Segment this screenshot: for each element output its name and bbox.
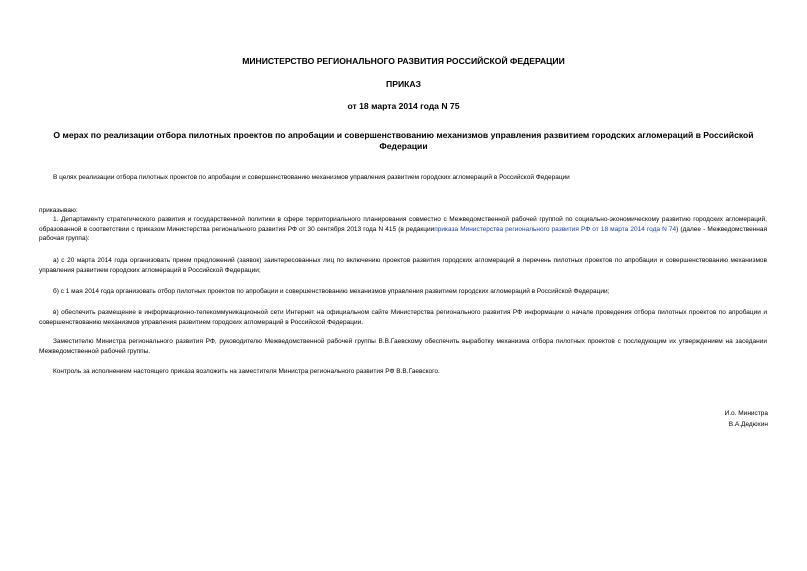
preamble-paragraph: В целях реализации отбора пилотных проектов по апробации и совершенствованию механизмов управления развитием городских агломераций в Российской Федерации (53, 174, 570, 181)
signature-position: И.о. Министра (724, 410, 768, 417)
signature-name: В.А.Дедюхин (728, 421, 768, 428)
order-verb: приказываю: (39, 207, 78, 214)
ministry-heading: МИНИСТЕРСТВО РЕГИОНАЛЬНОГО РАЗВИТИЯ РОССИЙСКОЙ ФЕДЕРАЦИИ (242, 56, 565, 66)
order-title: О мерах по реализации отбора пилотных проектов по апробации и совершенствованию механизмов управления развитием городских агломераций в Российской Федерации (53, 130, 754, 151)
item-1-paragraph (39, 215, 767, 244)
amendment-order-link[interactable]: приказа Министерства регионального развития РФ от 18 марта 2014 года N 74 (434, 225, 677, 233)
item-1-text-start: 1. Департаменту стратегического развития и государственной политики в сфере территориального планирования совместно с Межведомственной рабочей группой по социально-экономическому развитию городских агломераций, образованной в соответствии с приказом Министерства регионального развития РФ от 30 сентября 2013 года N 415 (в редакции (39, 216, 767, 233)
item-b-paragraph: б) с 1 мая 2014 года организовать отбор пилотных проектов по апробации и совершенствованию механизмов управления развитием городских агломераций в Российской Федерации; (53, 288, 610, 295)
order-heading: ПРИКАЗ (386, 79, 421, 89)
item-1-text-end: ) (далее - Межведомственная рабочая группа): (39, 225, 767, 242)
order-date: от 18 марта 2014 года N 75 (347, 101, 460, 111)
item-3-paragraph: Контроль за исполнением настоящего приказа возложить на заместителя Министра регионального развития РФ В.В.Гаевского. (53, 368, 440, 375)
item-2-paragraph: Заместителю Министра регионального развития РФ, руководителю Межведомственной рабочей группы В.В.Гаевскому обеспечить выработку механизма отбора пилотных проектов с последующим их утверждением на заседании Межведомственной рабочей группы. (39, 338, 767, 355)
item-c-paragraph: в) обеспечить размещение в информационно-телекоммуникационной сети Интернет на официальном сайте Министерства регионального развития РФ информации о начале проведения отбора пилотных проектов по апробации и совершенствованию механизмов управления развитием городских агломераций в Российской Федерации. (39, 309, 767, 326)
item-a-paragraph: а) с 20 марта 2014 года организовать прием предложений (заявок) заинтересованных лиц по включению проектов развития городских агломераций в перечень пилотных проектов по апробации и совершенствованию механизмов управления развитием городских агломераций в Российской Федерации; (39, 257, 767, 274)
